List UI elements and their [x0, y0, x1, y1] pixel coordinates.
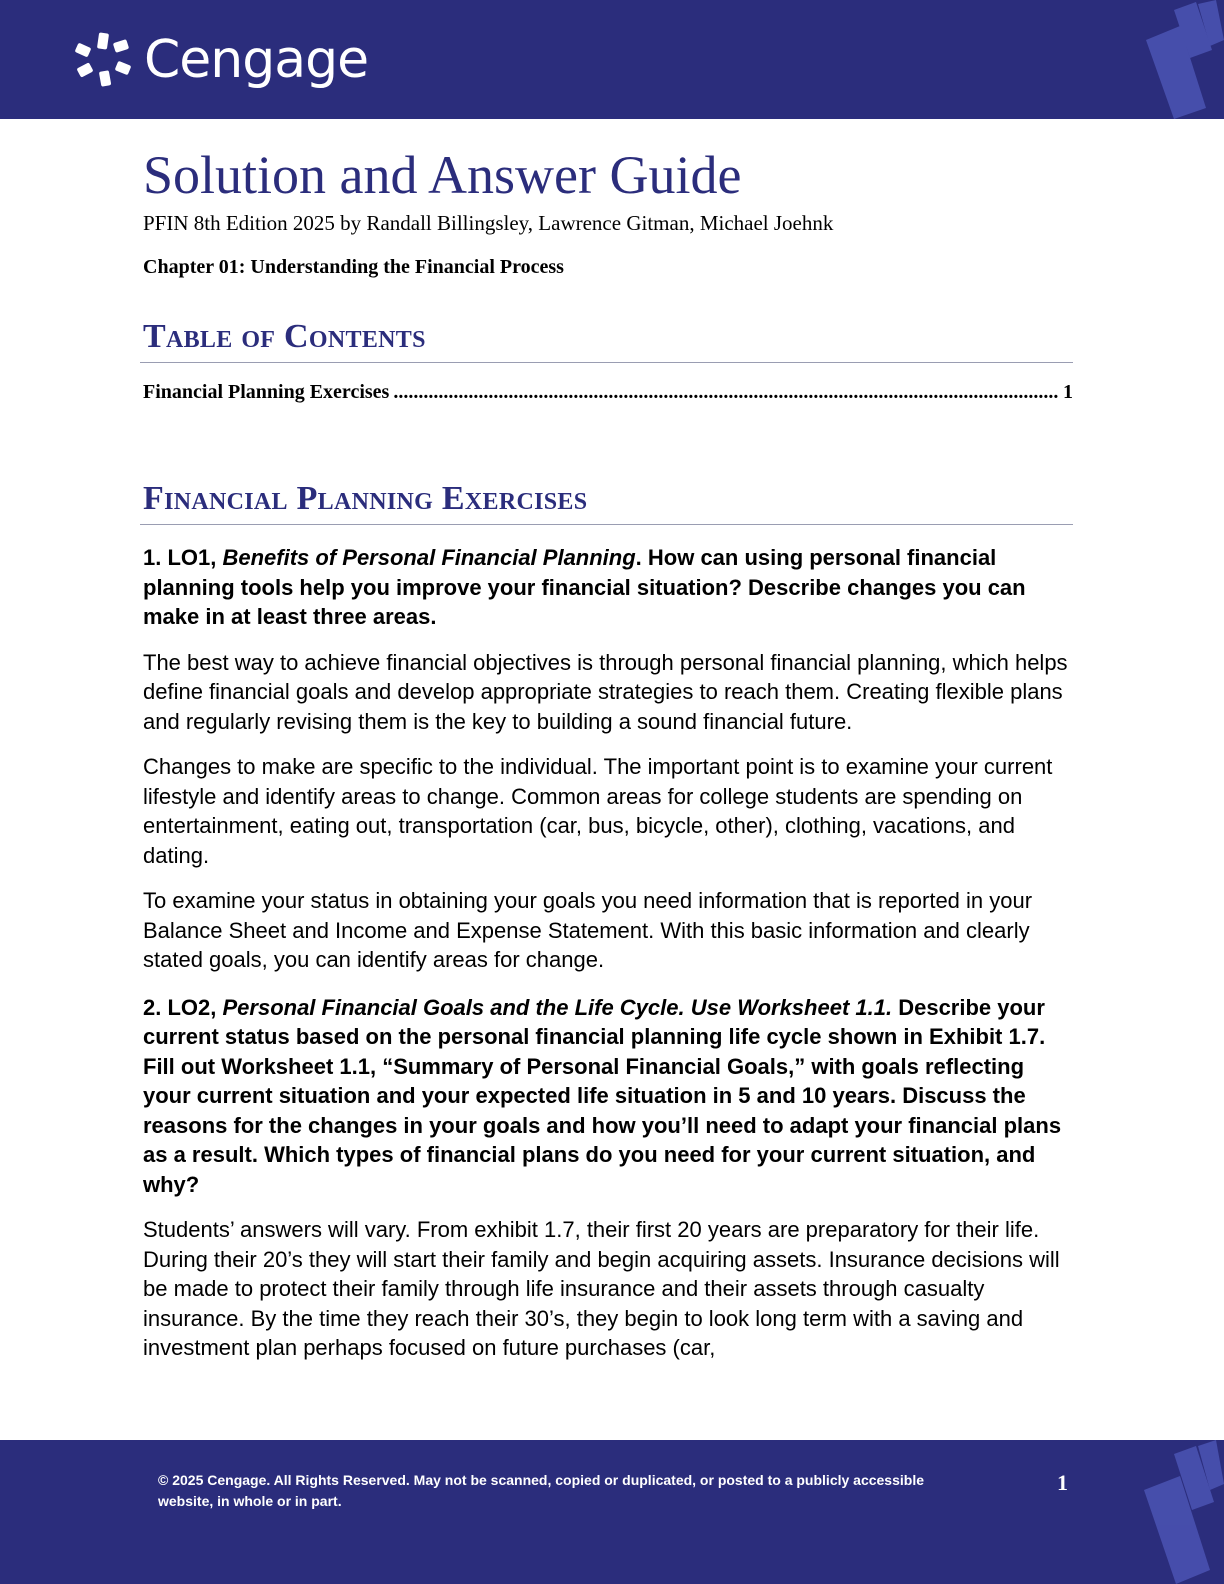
question-1-number: 1. LO1, — [143, 545, 223, 570]
answer-1-paragraph-2: Changes to make are specific to the individual. The important point is to examine your current lifestyle and identify areas to change. Common areas for college students are spending on entertainment, eating out, transportation (car, bus, bicycle, other), clothing, vacations, and dating. — [143, 754, 1053, 868]
copyright-notice: © 2025 Cengage. All Rights Reserved. May not be scanned, copied or duplicated, or posted to a publicly accessible website, in whole or in part. — [158, 1472, 925, 1509]
toc-entry-page[interactable]: 1 — [1063, 381, 1073, 403]
toc-entry[interactable] — [143, 381, 1073, 404]
corner-decoration-icon — [1140, 0, 1224, 119]
chapter-title: Chapter 01: Understanding the Financial Process — [143, 256, 564, 278]
cengage-burst-icon — [72, 31, 134, 89]
question-2 — [143, 993, 1073, 1200]
page-content — [143, 140, 1073, 1363]
cengage-logo — [72, 30, 368, 90]
question-2-topic: Personal Financial Goals and the Life Cycle. Use Worksheet 1.1. — [222, 994, 893, 1020]
question-2-text: Describe your current status based on the personal financial planning life cycle shown in Exhibit 1.7. Fill out Worksheet 1.1, “Summary of Personal Financial Goals,” with goals reflecting your current situation and your expected life situation in 5 and 10 years. Discuss the reasons for the changes in your goals and how you’ll need to adapt your financial plans as a result. Which types of financial plans do you need for your current situation, and why? — [143, 994, 1062, 1197]
question-2-number: 2. LO2, — [143, 994, 223, 1020]
page-header — [0, 0, 1224, 119]
section-heading: Financial Planning Exercises — [140, 480, 1073, 525]
page-footer — [0, 1440, 1224, 1584]
question-1-topic: Benefits of Personal Financial Planning — [222, 545, 636, 570]
toc-heading: Table of Contents — [140, 318, 1073, 363]
question-1 — [143, 543, 1073, 632]
corner-decoration-icon — [1138, 1440, 1224, 1584]
question-1-text: . How can using personal financial planning tools help you improve your financial situation? Describe changes you can make in at least three areas. — [143, 545, 1026, 629]
document-title: Solution and Answer Guide — [143, 145, 742, 205]
answer-1-paragraph-3: To examine your status in obtaining your goals you need information that is reported in your Balance Sheet and Income and Expense Statement. With this basic information and clearly stated goals, you can identify areas for change. — [143, 888, 1033, 972]
toc-leader-dots — [393, 381, 1059, 404]
answer-1-paragraph-1: The best way to achieve financial objectives is through personal financial planning, which helps define financial goals and develop appropriate strategies to reach them. Creating flexible plans and regularly revising them is the key to building a sound financial future. — [143, 649, 1068, 734]
document-subtitle: PFIN 8th Edition 2025 by Randall Billingsley, Lawrence Gitman, Michael Joehnk — [143, 211, 834, 235]
brand-name: Cengage — [144, 30, 369, 90]
answer-2-paragraph-1: Students’ answers will vary. From exhibit 1.7, their first 20 years are preparatory for their life. During their 20’s they will start their family and begin acquiring assets. Insurance decisions will be made to protect their family through life insurance and their assets through casualty insurance. By the time they reach their 30’s, they begin to look long term with a saving and investment plan perhaps focused on future purchases (car, — [143, 1217, 1060, 1360]
page-number: 1 — [1057, 1470, 1068, 1495]
toc-entry-label[interactable]: Financial Planning Exercises — [143, 381, 390, 403]
